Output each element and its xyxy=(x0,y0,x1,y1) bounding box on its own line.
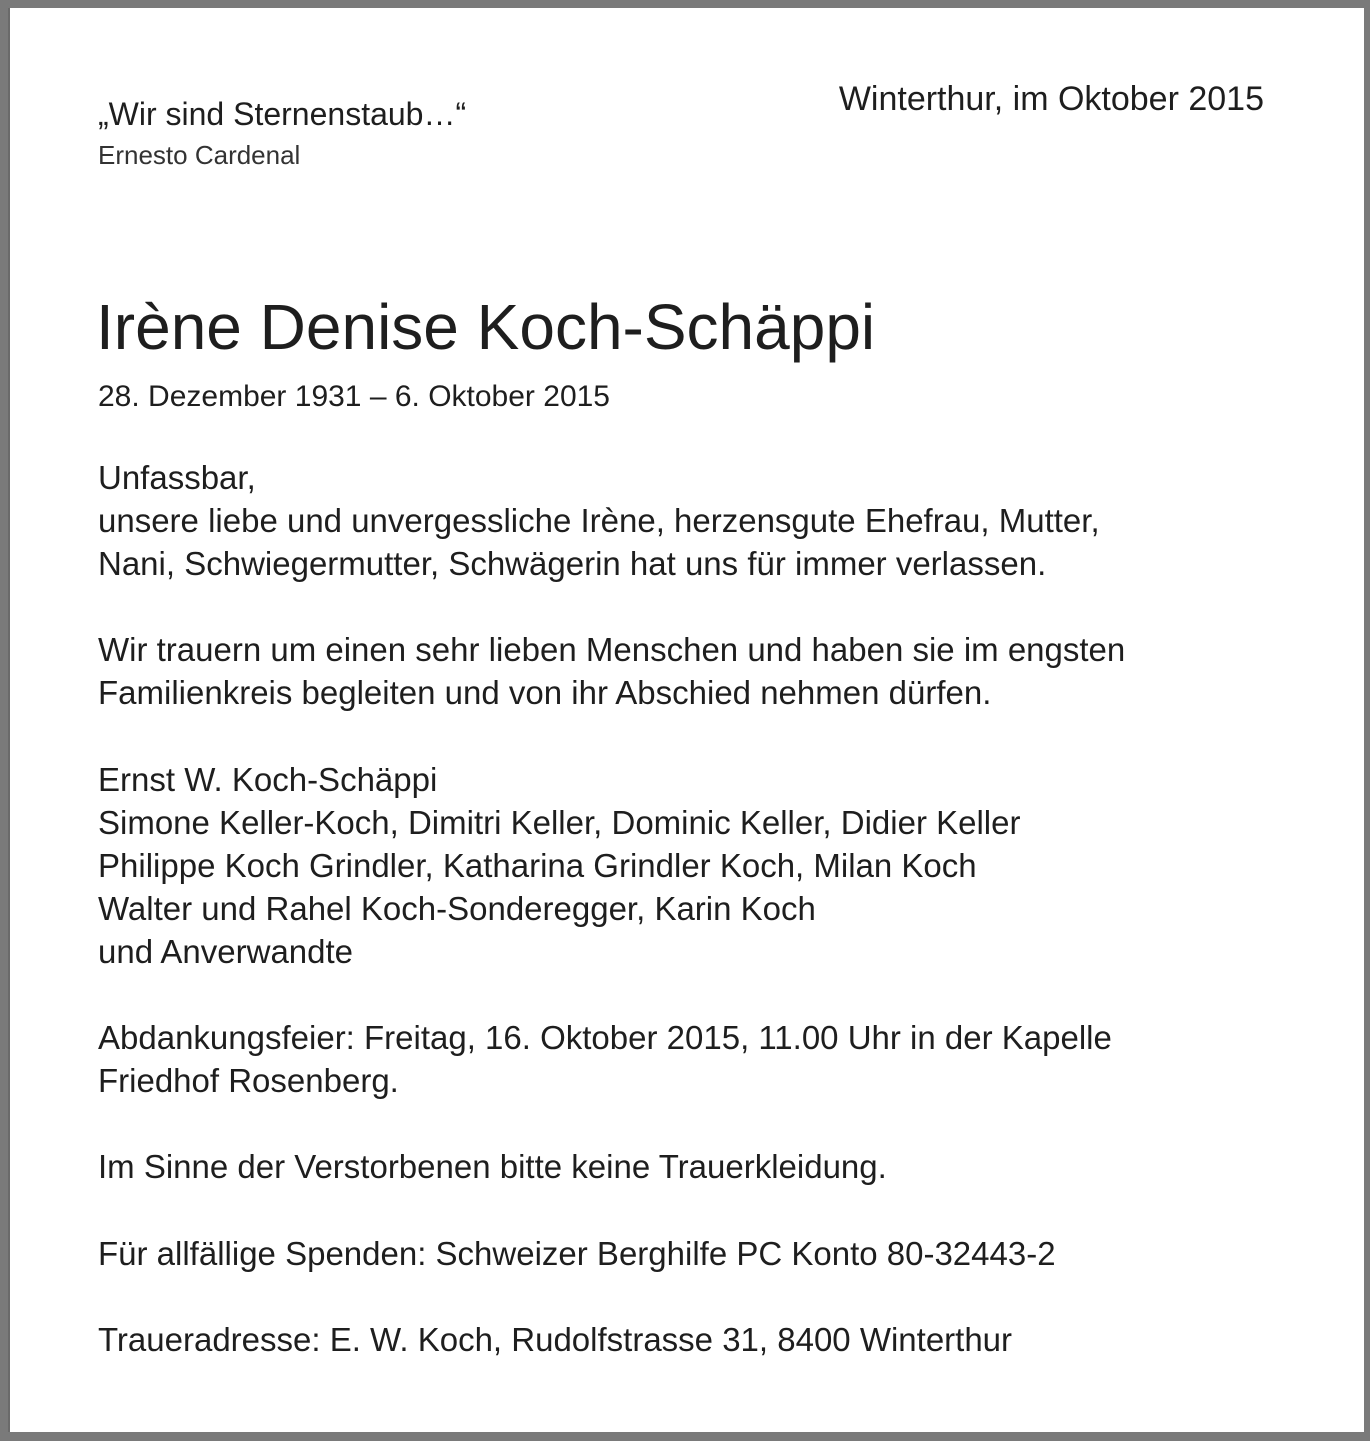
mourning-paragraph xyxy=(98,628,1125,714)
quote-author: Ernesto Cardenal xyxy=(98,140,301,170)
mourning-address xyxy=(98,1318,1012,1361)
text-line: Nani, Schwiegermutter, Schwägerin hat uns für immer verlassen. xyxy=(98,545,1047,582)
text-line: Friedhof Rosenberg. xyxy=(98,1062,399,1099)
text-line: unsere liebe und unvergessliche Irène, herzensgute Ehefrau, Mutter, xyxy=(98,502,1100,539)
dress-note xyxy=(98,1145,887,1188)
family-line: Simone Keller-Koch, Dimitri Keller, Dominic Keller, Didier Keller xyxy=(98,804,1021,841)
announcement-paragraph xyxy=(98,456,1100,585)
deceased-name: Irène Denise Koch-Schäppi xyxy=(96,291,876,363)
family-line: Philippe Koch Grindler, Katharina Grindler Koch, Milan Koch xyxy=(98,847,977,884)
text-line: Abdankungsfeier: Freitag, 16. Oktober 2015, 11.00 Uhr in der Kapelle xyxy=(98,1019,1112,1056)
family-line: und Anverwandte xyxy=(98,933,354,970)
obituary-page xyxy=(8,8,1364,1432)
family-line: Walter und Rahel Koch-Sonderegger, Karin Koch xyxy=(98,890,816,927)
place-date: Winterthur, im Oktober 2015 xyxy=(838,80,1264,118)
donation-info xyxy=(98,1232,1056,1275)
text-line: Familienkreis begleiten und von ihr Abschied nehmen dürfen. xyxy=(98,674,992,711)
text-line: Traueradresse: E. W. Koch, Rudolfstrasse 31, 8400 Winterthur xyxy=(98,1321,1013,1358)
text-line: Unfassbar, xyxy=(98,459,256,496)
life-dates: 28. Dezember 1931 – 6. Oktober 2015 xyxy=(98,380,610,413)
quote-text: „Wir sind Sternenstaub…“ xyxy=(98,96,467,132)
funeral-info xyxy=(98,1016,1112,1102)
family-line: Ernst W. Koch-Schäppi xyxy=(98,761,438,798)
family-list xyxy=(98,758,1020,973)
text-line: Wir trauern um einen sehr lieben Menschen und haben sie im engsten xyxy=(98,631,1126,668)
text-line: Im Sinne der Verstorbenen bitte keine Trauerkleidung. xyxy=(98,1148,887,1185)
text-line: Für allfällige Spenden: Schweizer Berghilfe PC Konto 80-32443-2 xyxy=(98,1235,1056,1272)
